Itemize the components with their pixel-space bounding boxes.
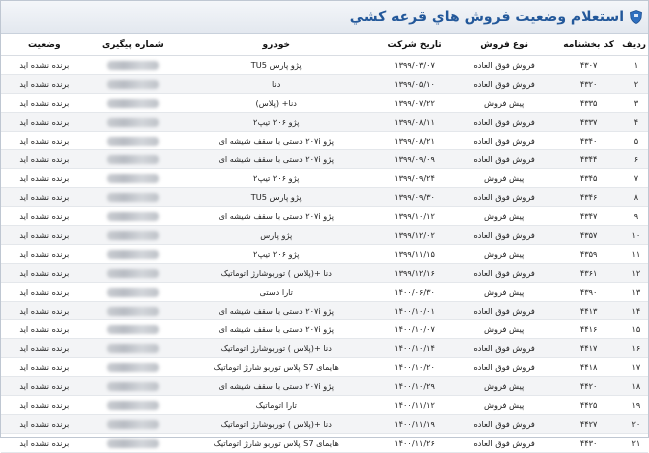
status-cell: برنده نشده اید (1, 93, 88, 112)
registration-date-cell: ۱۴۰۰/۱۱/۱۲ (374, 396, 454, 415)
registration-date-cell: ۱۳۹۹/۰۹/۰۹ (374, 150, 454, 169)
tracking-number-cell (88, 358, 179, 377)
registration-date-cell: ۱۳۹۹/۰۷/۲۲ (374, 93, 454, 112)
sale-type-cell: فروش فوق العاده (455, 226, 554, 245)
circular-code-cell: ۴۳۹۰ (553, 282, 623, 301)
car-model-cell: پژو ۲۰۷i دستی با سقف شیشه ای (178, 301, 374, 320)
tracking-number-cell (88, 150, 179, 169)
redacted-tracking-number (107, 401, 159, 410)
column-header-car: خودرو (178, 34, 374, 56)
row-number-cell: ۱ (624, 56, 648, 75)
circular-code-cell: ۴۴۱۳ (553, 301, 623, 320)
redacted-tracking-number (107, 307, 159, 316)
redacted-tracking-number (107, 174, 159, 183)
registration-date-cell: ۱۴۰۰/۱۱/۲۶ (374, 433, 454, 452)
car-model-cell: تارا دستی (178, 282, 374, 301)
circular-code-cell: ۴۳۳۷ (553, 112, 623, 131)
redacted-tracking-number (107, 382, 159, 391)
sale-type-cell: فروش فوق العاده (455, 131, 554, 150)
column-header-row-number: ردیف (624, 34, 648, 56)
status-cell: برنده نشده اید (1, 207, 88, 226)
row-number-cell: ۲ (624, 74, 648, 93)
circular-code-cell: ۴۳۳۵ (553, 93, 623, 112)
sale-type-cell: پیش فروش (455, 244, 554, 263)
title-bar (1, 1, 648, 34)
tracking-number-cell (88, 263, 179, 282)
row-number-cell: ۱۷ (624, 358, 648, 377)
sale-type-cell: فروش فوق العاده (455, 301, 554, 320)
status-cell: برنده نشده اید (1, 377, 88, 396)
tracking-number-cell (88, 244, 179, 263)
circular-code-cell: ۴۳۴۰ (553, 131, 623, 150)
registration-date-cell: ۱۳۹۹/۱۲/۱۶ (374, 263, 454, 282)
row-number-cell: ۱۵ (624, 320, 648, 339)
status-cell: برنده نشده اید (1, 169, 88, 188)
sale-type-cell: پیش فروش (455, 320, 554, 339)
redacted-tracking-number (107, 231, 159, 240)
redacted-tracking-number (107, 439, 159, 448)
table-row (1, 433, 648, 452)
row-number-cell: ۲۰ (624, 414, 648, 433)
circular-code-cell: ۴۳۴۵ (553, 169, 623, 188)
row-number-cell: ۱۳ (624, 282, 648, 301)
redacted-tracking-number (107, 155, 159, 164)
sale-type-cell: فروش فوق العاده (455, 263, 554, 282)
table-row (1, 320, 648, 339)
tracking-number-cell (88, 396, 179, 415)
sale-type-cell: فروش فوق العاده (455, 188, 554, 207)
car-model-cell: پژو ۲۰۷i دستی با سقف شیشه ای (178, 131, 374, 150)
circular-code-cell: ۴۳۴۶ (553, 188, 623, 207)
circular-code-cell: ۴۴۱۶ (553, 320, 623, 339)
row-number-cell: ۴ (624, 112, 648, 131)
tracking-number-cell (88, 301, 179, 320)
registration-date-cell: ۱۳۹۹/۰۹/۲۴ (374, 169, 454, 188)
redacted-tracking-number (107, 250, 159, 259)
circular-code-cell: ۴۴۲۵ (553, 396, 623, 415)
sale-type-cell: پیش فروش (455, 93, 554, 112)
redacted-tracking-number (107, 80, 159, 89)
table-row (1, 169, 648, 188)
row-number-cell: ۳ (624, 93, 648, 112)
redacted-tracking-number (107, 212, 159, 221)
car-model-cell: پژو ۲۰۷i دستی با سقف شیشه ای (178, 320, 374, 339)
tracking-number-cell (88, 56, 179, 75)
table-row (1, 244, 648, 263)
registration-date-cell: ۱۴۰۰/۱۰/۲۰ (374, 358, 454, 377)
row-number-cell: ۸ (624, 188, 648, 207)
status-cell: برنده نشده اید (1, 414, 88, 433)
status-cell: برنده نشده اید (1, 320, 88, 339)
status-cell: برنده نشده اید (1, 433, 88, 452)
row-number-cell: ۱۹ (624, 396, 648, 415)
car-model-cell: هایمای S7 پلاس توربو شارژ اتوماتیک (178, 358, 374, 377)
column-header-tracking-number: شماره پیگیری (88, 34, 179, 56)
tracking-number-cell (88, 93, 179, 112)
sale-type-cell: فروش فوق العاده (455, 358, 554, 377)
car-model-cell: تارا اتوماتیک (178, 396, 374, 415)
row-number-cell: ۵ (624, 131, 648, 150)
redacted-tracking-number (107, 363, 159, 372)
row-number-cell: ۱۸ (624, 377, 648, 396)
redacted-tracking-number (107, 325, 159, 334)
tracking-number-cell (88, 320, 179, 339)
column-header-sale-type: نوع فروش (455, 34, 554, 56)
circular-code-cell: ۴۳۴۴ (553, 150, 623, 169)
status-cell: برنده نشده اید (1, 112, 88, 131)
row-number-cell: ۹ (624, 207, 648, 226)
car-model-cell: پژو ۲۰۷i دستی با سقف شیشه ای (178, 377, 374, 396)
row-number-cell: ۲۱ (624, 433, 648, 452)
sale-type-cell: فروش فوق العاده (455, 56, 554, 75)
table-row (1, 188, 648, 207)
car-model-cell: پژو پارس TU5 (178, 56, 374, 75)
table-row (1, 414, 648, 433)
page-title: استعلام وضعیت فروش هاي قرعه كشي (349, 9, 624, 25)
registration-date-cell: ۱۳۹۹/۰۸/۱۱ (374, 112, 454, 131)
table-row (1, 301, 648, 320)
tracking-number-cell (88, 74, 179, 93)
sale-type-cell: فروش فوق العاده (455, 339, 554, 358)
registration-date-cell: ۱۳۹۹/۱۲/۰۲ (374, 226, 454, 245)
registration-date-cell: ۱۴۰۰/۱۱/۱۹ (374, 414, 454, 433)
car-model-cell: پژو ۲۰۷i دستی با سقف شیشه ای (178, 207, 374, 226)
status-cell: برنده نشده اید (1, 74, 88, 93)
row-number-cell: ۱۱ (624, 244, 648, 263)
sale-type-cell: پیش فروش (455, 282, 554, 301)
sale-type-cell: فروش فوق العاده (455, 414, 554, 433)
circular-code-cell: ۴۳۵۷ (553, 226, 623, 245)
row-number-cell: ۱۶ (624, 339, 648, 358)
tracking-number-cell (88, 112, 179, 131)
row-number-cell: ۱۰ (624, 226, 648, 245)
status-cell: برنده نشده اید (1, 150, 88, 169)
redacted-tracking-number (107, 61, 159, 70)
registration-date-cell: ۱۴۰۰/۱۰/۰۱ (374, 301, 454, 320)
table-row (1, 112, 648, 131)
table-row (1, 150, 648, 169)
redacted-tracking-number (107, 137, 159, 146)
car-model-cell: پژو پارس (178, 226, 374, 245)
redacted-tracking-number (107, 193, 159, 202)
table-header-row (1, 34, 648, 56)
circular-code-cell: ۴۳۵۹ (553, 244, 623, 263)
sale-type-cell: پیش فروش (455, 169, 554, 188)
registration-date-cell: ۱۴۰۰/۱۰/۱۴ (374, 339, 454, 358)
sale-type-cell: فروش فوق العاده (455, 74, 554, 93)
circular-code-cell: ۴۴۲۷ (553, 414, 623, 433)
table-row (1, 74, 648, 93)
circular-code-cell: ۴۴۱۷ (553, 339, 623, 358)
circular-code-cell: ۴۳۰۷ (553, 56, 623, 75)
table-row (1, 93, 648, 112)
registration-date-cell: ۱۴۰۰/۱۰/۰۷ (374, 320, 454, 339)
redacted-tracking-number (107, 344, 159, 353)
sale-type-cell: پیش فروش (455, 207, 554, 226)
circular-code-cell: ۴۳۲۰ (553, 74, 623, 93)
sale-type-cell: فروش فوق العاده (455, 150, 554, 169)
circular-code-cell: ۴۴۱۸ (553, 358, 623, 377)
shield-icon (630, 10, 642, 24)
status-cell: برنده نشده اید (1, 339, 88, 358)
status-cell: برنده نشده اید (1, 263, 88, 282)
tracking-number-cell (88, 226, 179, 245)
column-header-registration-date: تاریخ شرکت (374, 34, 454, 56)
tracking-number-cell (88, 433, 179, 452)
registration-date-cell: ۱۳۹۹/۰۳/۰۷ (374, 56, 454, 75)
sale-type-cell: پیش فروش (455, 396, 554, 415)
table-row (1, 226, 648, 245)
sale-type-cell: فروش فوق العاده (455, 112, 554, 131)
status-cell: برنده نشده اید (1, 282, 88, 301)
table-row (1, 377, 648, 396)
registration-date-cell: ۱۳۹۹/۰۵/۱۰ (374, 74, 454, 93)
car-model-cell: دنا +(پلاس ) توربوشارژ اتوماتیک (178, 263, 374, 282)
tracking-number-cell (88, 339, 179, 358)
tracking-number-cell (88, 207, 179, 226)
redacted-tracking-number (107, 99, 159, 108)
status-cell: برنده نشده اید (1, 301, 88, 320)
status-cell: برنده نشده اید (1, 131, 88, 150)
table-row (1, 263, 648, 282)
status-cell: برنده نشده اید (1, 188, 88, 207)
column-header-circular-code: کد بخشنامه (553, 34, 623, 56)
registration-date-cell: ۱۳۹۹/۱۱/۱۵ (374, 244, 454, 263)
column-header-status: وضعیت (1, 34, 88, 56)
sale-type-cell: پیش فروش (455, 377, 554, 396)
row-number-cell: ۱۴ (624, 301, 648, 320)
redacted-tracking-number (107, 420, 159, 429)
registration-date-cell: ۱۴۰۰/۰۶/۳۰ (374, 282, 454, 301)
registration-date-cell: ۱۳۹۹/۰۸/۲۱ (374, 131, 454, 150)
registration-date-cell: ۱۴۰۰/۱۰/۲۹ (374, 377, 454, 396)
car-model-cell: دنا+ (پلاس) (178, 93, 374, 112)
status-cell: برنده نشده اید (1, 56, 88, 75)
circular-code-cell: ۴۳۴۷ (553, 207, 623, 226)
car-model-cell: پژو پارس TU5 (178, 188, 374, 207)
table-row (1, 56, 648, 75)
tracking-number-cell (88, 282, 179, 301)
tracking-number-cell (88, 169, 179, 188)
circular-code-cell: ۴۳۶۱ (553, 263, 623, 282)
redacted-tracking-number (107, 269, 159, 278)
table-row (1, 396, 648, 415)
car-model-cell: پژو ۲۰۶ تیپ۲ (178, 244, 374, 263)
row-number-cell: ۱۲ (624, 263, 648, 282)
status-cell: برنده نشده اید (1, 358, 88, 377)
car-model-cell: دنا +(پلاس ) توربوشارژ اتوماتیک (178, 339, 374, 358)
sale-type-cell: فروش فوق العاده (455, 433, 554, 452)
table-row (1, 131, 648, 150)
table-row (1, 339, 648, 358)
results-table (1, 34, 648, 453)
car-model-cell: دنا (178, 74, 374, 93)
tracking-number-cell (88, 131, 179, 150)
status-cell: برنده نشده اید (1, 396, 88, 415)
car-model-cell: پژو ۲۰۷i دستی با سقف شیشه ای (178, 150, 374, 169)
car-model-cell: هایمای S7 پلاس توربو شارژ اتوماتیک (178, 433, 374, 452)
redacted-tracking-number (107, 288, 159, 297)
car-model-cell: پژو ۲۰۶ تیپ۲ (178, 169, 374, 188)
circular-code-cell: ۴۴۳۰ (553, 433, 623, 452)
car-model-cell: پژو ۲۰۶ تیپ۲ (178, 112, 374, 131)
registration-date-cell: ۱۳۹۹/۱۰/۱۲ (374, 207, 454, 226)
circular-code-cell: ۴۴۲۰ (553, 377, 623, 396)
tracking-number-cell (88, 377, 179, 396)
registration-date-cell: ۱۳۹۹/۰۹/۳۰ (374, 188, 454, 207)
row-number-cell: ۶ (624, 150, 648, 169)
status-cell: برنده نشده اید (1, 244, 88, 263)
tracking-number-cell (88, 414, 179, 433)
car-model-cell: دنا +(پلاس ) توربوشارژ اتوماتیک (178, 414, 374, 433)
redacted-tracking-number (107, 118, 159, 127)
row-number-cell: ۷ (624, 169, 648, 188)
table-row (1, 207, 648, 226)
table-row (1, 282, 648, 301)
table-row (1, 358, 648, 377)
tracking-number-cell (88, 188, 179, 207)
status-cell: برنده نشده اید (1, 226, 88, 245)
